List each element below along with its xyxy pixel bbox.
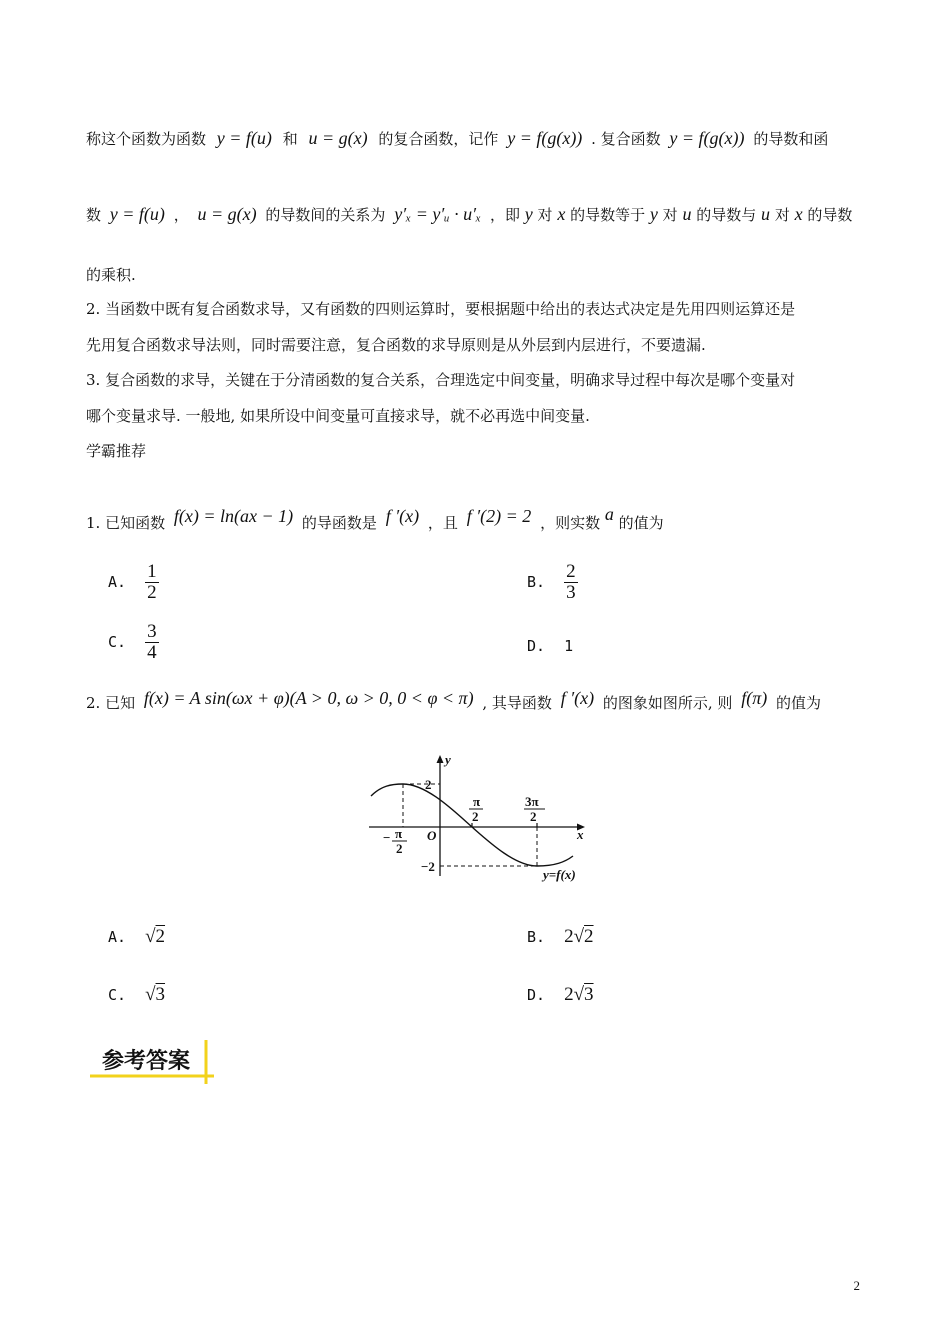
x-axis-label: x [577,827,584,842]
denominator: 2 [147,582,157,603]
text: . 复合函数 [591,130,661,148]
coefficient: 2 [564,926,574,947]
q1-option-a[interactable] [108,562,159,603]
y-min-label: −2 [421,859,435,874]
y-axis-arrow-icon [437,755,444,763]
y-max-label: 2 [425,777,432,792]
para-line-3: 的乘积. [86,266,136,284]
formula-u-gx: u = g(x) [197,204,257,224]
para-line-1 [86,128,828,149]
derivative-graph [365,752,595,888]
tick-pi-2-den: 2 [472,809,479,824]
text: 的导数与 [696,206,757,224]
option-label: B. [527,573,546,591]
text: 2. 已知 [86,694,136,712]
formula-y-fgx: y = f(g(x)) [669,128,745,148]
q1-option-b[interactable] [527,562,578,603]
option-label: D. [527,986,546,1004]
text: 称这个函数为函数 [86,130,207,148]
denominator: 3 [566,582,576,603]
text: 的导函数是 [301,514,377,532]
formula-y-fgx: y = f(g(x)) [507,128,583,148]
formula-fx-ln: f(x) = ln(ax − 1) [173,506,294,526]
formula-fprime-x: f ′(x) [385,506,420,526]
formula-fprime-x: f ′(x) [560,688,595,708]
radicand: 3 [155,984,166,1005]
var-u: u [761,204,771,224]
var-x: x [794,204,803,224]
option-value: 1 [564,637,574,655]
text: ，则实数 [540,514,601,532]
item-3-line-2: 哪个变量求导. 一般地, 如果所设中间变量可直接求导，就不必再选中间变量. [86,407,590,425]
section-title: 学霸推荐 [86,442,147,460]
origin-label: O [427,828,437,843]
radicand: 2 [584,926,594,947]
option-label: C. [108,633,127,651]
option-label: C. [108,986,127,1004]
item-3-line-1: 3. 复合函数的求导，关键在于分清函数的复合关系，合理选定中间变量，明确求导过程中每次是哪个变量对 [86,371,796,389]
text: , 其导函数 [482,694,552,712]
numerator: 1 [147,561,157,582]
var-a: a [604,504,614,524]
tick-neg-sign: − [383,830,391,845]
formula-chain-rule: y′ₓ = y′ᵤ · u′ₓ [394,204,482,224]
radicand: 3 [584,984,594,1005]
text: 1. 已知函数 [86,514,166,532]
fraction [145,622,159,663]
formula-y-fu: y = f(u) [109,204,165,224]
text: 对 [537,206,553,224]
formula-u-gx: u = g(x) [308,128,368,148]
tick-3pi-2-num: 3π [525,794,539,809]
question-2 [86,688,822,713]
text: 和 [282,130,298,148]
formula-fx-asin: f(x) = A sin(ωx + φ)(A > 0, ω > 0, 0 < φ < π) [143,688,474,708]
text: 的导数 [807,206,853,224]
text: 数 [86,206,102,224]
text: ，即 [489,206,520,224]
q2-option-c[interactable] [108,984,165,1006]
text: ，且 [427,514,458,532]
q1-option-c[interactable] [108,622,159,663]
text: 的图象如图所示, 则 [602,694,733,712]
text: 的值为 [776,694,822,712]
var-u: u [682,204,692,224]
option-label: D. [527,637,546,655]
answer-banner [88,1038,216,1086]
text: 的值为 [618,514,664,532]
formula-y-fu: y = f(u) [216,128,272,148]
tick-neg-pi-2-den: 2 [396,841,403,856]
radicand: 2 [155,926,166,947]
tick-pi-2-num: π [473,794,481,809]
denominator: 4 [147,642,157,663]
numerator: 3 [147,621,157,642]
q2-option-b[interactable] [527,926,594,948]
page-number: 2 [853,1278,860,1293]
option-label: A. [108,928,127,946]
para-line-2 [86,204,852,225]
text: 的复合函数，记作 [378,130,499,148]
banner-title: 参考答案 [102,1049,191,1074]
numerator: 2 [566,561,576,582]
question-1 [86,504,664,533]
sqrt-expression: √3 [145,984,166,1005]
coefficient: 2 [564,984,574,1005]
sqrt-expression: 2√2 [564,926,594,947]
item-2-line-2: 先用复合函数求导法则，同时需要注意，复合函数的求导原则是从外层到内层进行，不要遗漏. [86,336,706,354]
fraction [564,562,578,603]
text: 对 [662,206,678,224]
option-label: B. [527,928,546,946]
fraction [145,562,159,603]
tick-neg-pi-2-num: π [395,826,403,841]
y-axis-label: y [445,752,451,767]
curve-label: y=f(x) [543,867,576,882]
text: 的导数等于 [570,206,646,224]
option-label: A. [108,573,127,591]
item-2-line-1: 2. 当函数中既有复合函数求导，又有函数的四则运算时，要根据题中给出的表达式决定是先用四则运算还是 [86,300,796,318]
var-y: y [649,204,658,224]
text: 对 [774,206,790,224]
q1-option-d[interactable] [527,637,573,655]
q2-option-d[interactable] [527,984,594,1006]
q2-option-a[interactable] [108,926,165,948]
var-y: y [524,204,533,224]
text: 的导数和函 [753,130,829,148]
sqrt-expression: 2√3 [564,984,594,1005]
formula-fprime-2: f ′(2) = 2 [466,506,532,526]
text: ， [173,206,189,224]
text: 的导数间的关系为 [265,206,386,224]
sqrt-expression: √2 [145,926,166,947]
var-x: x [557,204,566,224]
tick-3pi-2-den: 2 [530,809,537,824]
formula-f-pi: f(π) [741,688,768,708]
